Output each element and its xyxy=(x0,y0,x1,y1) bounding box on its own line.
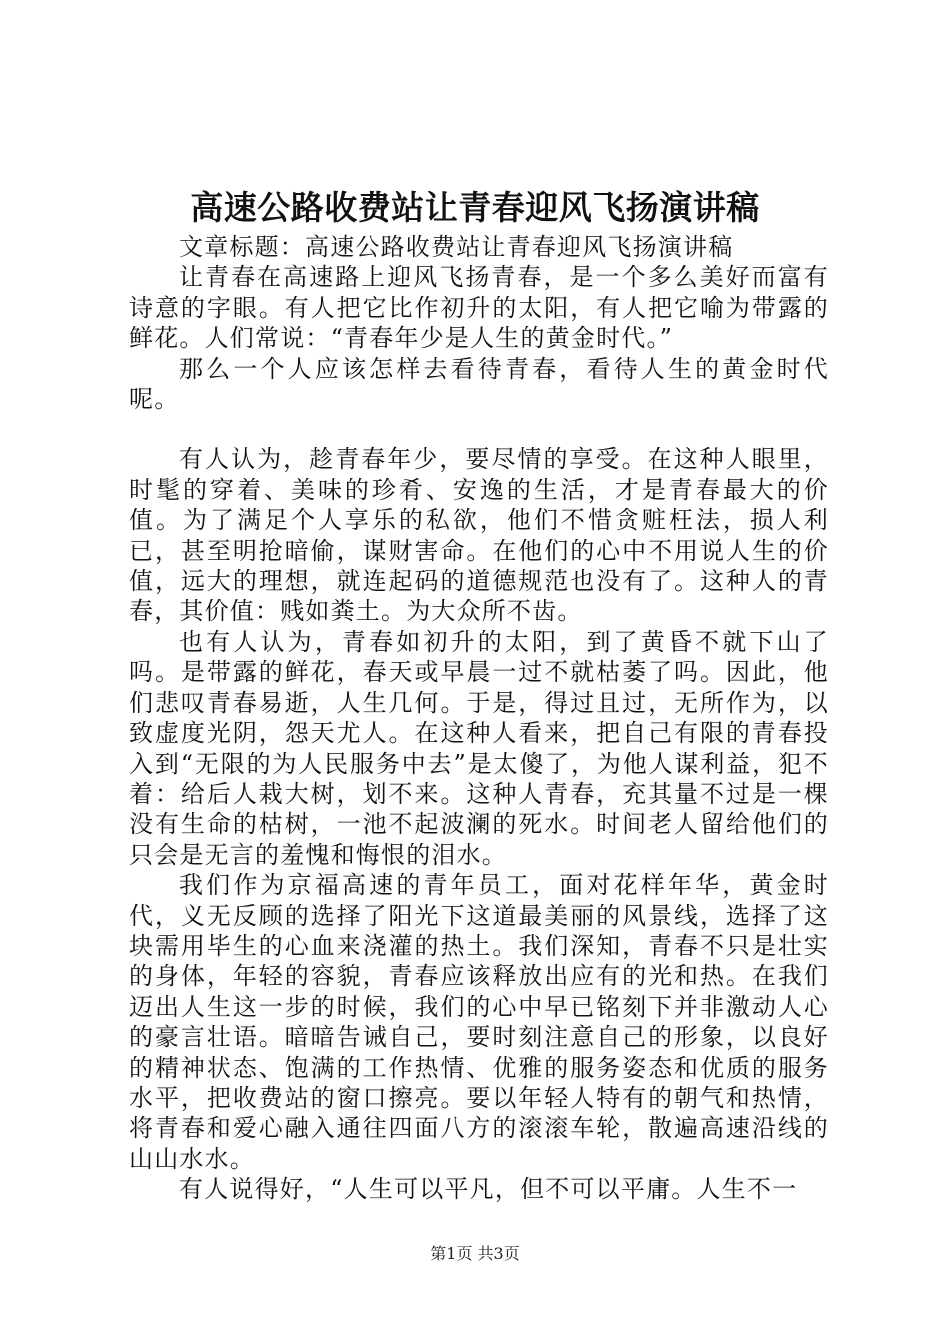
document-body xyxy=(129,232,829,1205)
paragraph-question: 那么一个人应该怎样去看待青春，看待人生的黄金时代呢。 xyxy=(129,354,829,414)
paragraph-our-choice: 我们作为京福高速的青年员工，面对花样年华，黄金时代，义无反顾的选择了阳光下这道最美丽的风景线，选择了这块需用毕生的心血来浇灌的热土。我们深知，青春不只是壮实的身体，年轻的容貌，青春应该释放出应有的光和热。在我们迈出人生这一步的时候，我们的心中早已铭刻下并非激动人心的豪言壮语。暗暗告诫自己，要时刻注意自己的形象，以良好的精神状态、饱满的工作热情、优雅的服务姿态和优质的服务水平，把收费站的窗口擦亮。要以年轻人特有的朝气和热情，将青春和爱心融入通往四面八方的滚滚车轮，散遍高速沿线的山山水水。 xyxy=(129,871,829,1173)
paragraph-view-two: 也有人认为，青春如初升的太阳，到了黄昏不就下山了吗。是带露的鲜花，春天或早晨一过不就枯萎了吗。因此，他们悲叹青春易逝，人生几何。于是，得过且过，无所作为，以致虚度光阴，怨天尤人。在这种人看来，把自己有限的青春投入到“无限的为人民服务中去”是太傻了，为他人谋利益，犯不着：给后人栽大树，划不来。这种人青春，充其量不过是一棵没有生命的枯树，一池不起波澜的死水。时间老人留给他们的只会是无言的羞愧和悔恨的泪水。 xyxy=(129,627,829,869)
document-title: 高速公路收费站让青春迎风飞扬演讲稿 xyxy=(190,188,760,227)
paragraph-intro: 让青春在高速路上迎风飞扬青春，是一个多么美好而富有诗意的字眼。有人把它比作初升的太阳，有人把它喻为带露的鲜花。人们常说：“青春年少是人生的黄金时代。” xyxy=(129,263,829,353)
article-title-line: 文章标题：高速公路收费站让青春迎风飞扬演讲稿 xyxy=(179,233,734,261)
paragraph-spacer xyxy=(129,414,829,444)
paragraph-quote: 有人说得好，“人生可以平凡，但不可以平庸。人生不一 xyxy=(179,1175,798,1204)
paragraph-view-one: 有人认为，趁青春年少，要尽情的享受。在这种人眼里，时髦的穿着、美味的珍肴、安逸的生活，才是青春最大的价值。为了满足个人享乐的私欲，他们不惜贪赃枉法，损人利已，甚至明抢暗偷，谋财害命。在他们的心中不用说人生的价值，远大的理想，就连起码的道德规范也没有了。这种人的青春，其价值：贱如粪土。为大众所不齿。 xyxy=(129,445,829,626)
page-number-footer: 第1页 共3页 xyxy=(430,1244,520,1263)
